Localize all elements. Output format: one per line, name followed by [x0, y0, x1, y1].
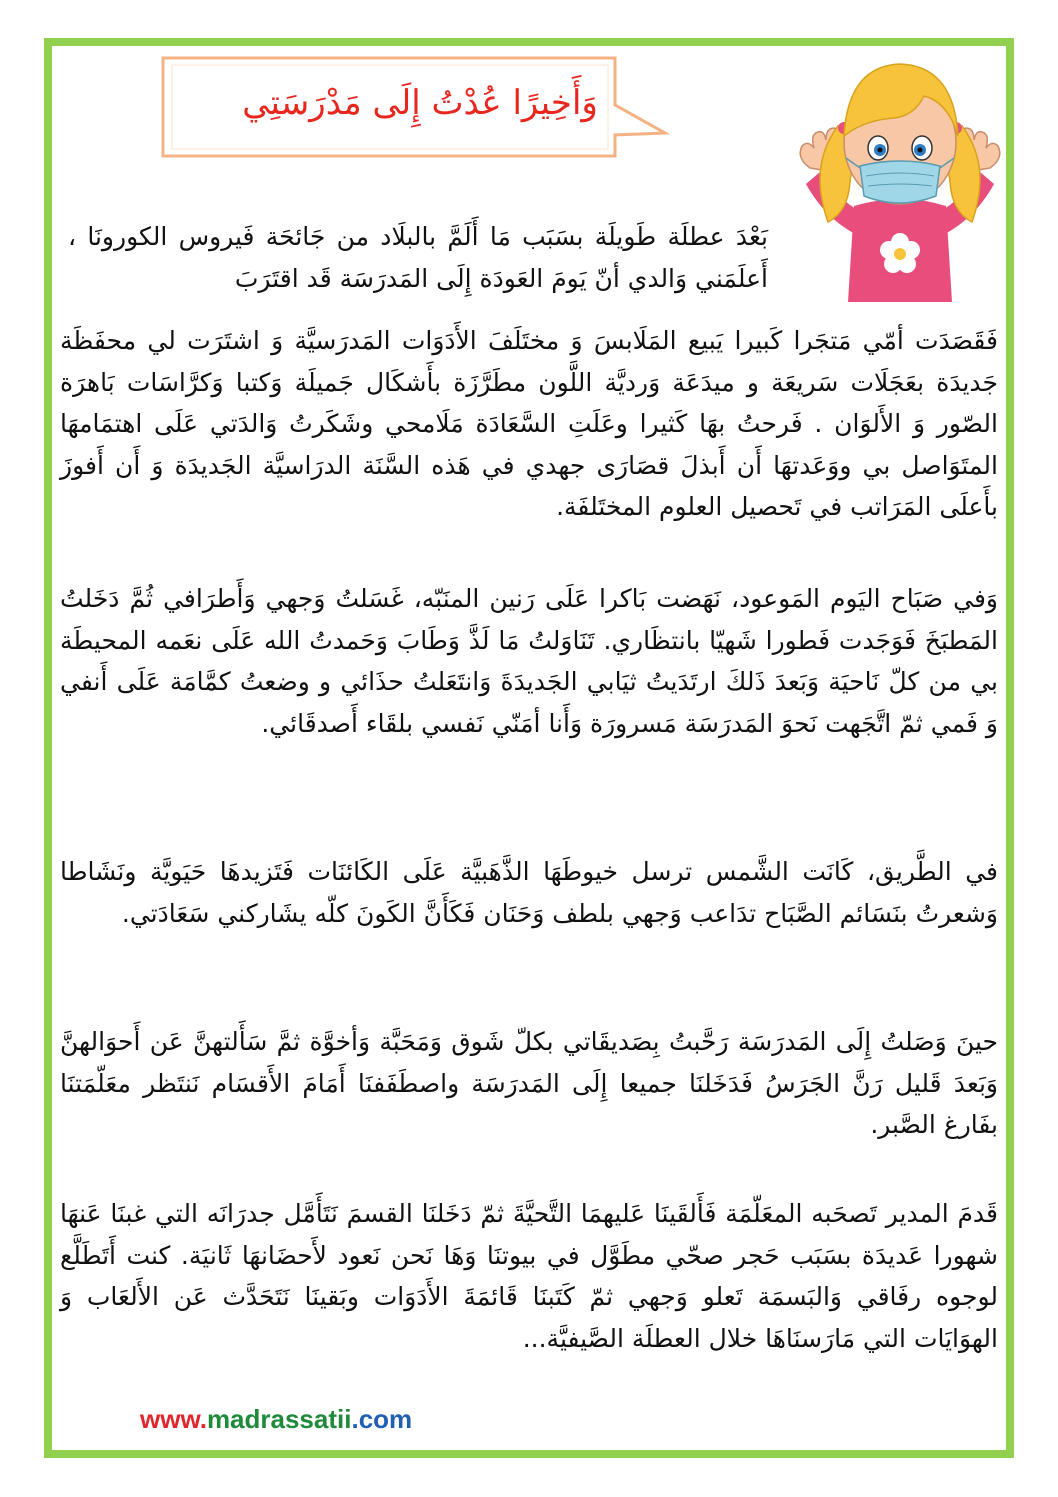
page-title: وَأَخِيرًا عُدْتُ إِلَى مَدْرَسَتِي	[242, 83, 598, 123]
website-link[interactable]: www.madrassatii.com	[140, 1404, 413, 1434]
paragraph-1: فَقَصَدَت أمّي مَتجَرا كَبيرا يَبيع المَلَابسَ وَ مختَلَفَ الأَدَوَات المَدرَسيَّة وَ اشتَرَت لي محفَظَة جَديدَة بعَجَلَات سَريعَة و ميدَعَة وَرديَّة اللَّون مطَرَّزَة بأَشكَال جَميلَة وَكتبا وَكرَّاسَات بَاهرَة الصّور وَ الأَلوَان . فَرحتُ بهَا كَثيرا وعَلَتِ السَّعَادَة مَلَامحي وشَكَرتُ وَالدَتي عَلَى اهتمَامهَا المتَوَاصل بي ووَعَدتهَا أَن أَبذلَ قصَارَى جهدي في هَذه السَّنَة الدرَاسيَّة الجَديدَة وَ أَن أَفوزَ بأَعلَى المَرَاتب في تَحصيل العلوم المختَلفَة.	[60, 326, 998, 521]
title-banner	[160, 55, 670, 159]
paragraph-5: قَدمَ المدير تَصحَبه المعَلّمَة فَأَلقَينَا عَليهمَا التَّحيَّةَ ثمّ دَخَلنَا القسمَ نَتَأَمَّل جدرَانَه التي غبنَا عَنهَا شهورا عَديدَة بسَبَب حَجر صحّي مطَوَّل في بيوتنَا وَهَا نَحن نَعود لأَحضَانهَا ثَانيَة. كنت أَتَطَلَّع لوجوه رفَاقي وَالبَسمَة تَعلو وَجهي ثمّ كَتَبنَا قَائمَةَ الأَدَوَات وبَقينَا نَتَحَدَّث عَن الأَلعَاب وَ الهوَايَات التي مَارَسنَاهَا خلال العطلَة الصَّيفيَّة...	[60, 1199, 998, 1353]
paragraph-3: في الطَّريق، كَانَت الشَّمس ترسل خيوطَهَا الذَّهَبيَّة عَلَى الكَائنَات فَتَزيدهَا حَيَويَّة ونَشَاطا وَشعرتُ بنَسَائم الصَّبَاح تدَاعب وَجهي بلطف وَحَنَان فَكَأَنَّ الكَونَ كلّه يشَاركني سَعَادَتي.	[60, 857, 998, 928]
paragraph-2: وَفي صَبَاح اليَوم المَوعود، نَهَضت بَاكرا عَلَى رَنين المنَبّه، غَسَلتُ وَجهي وَأَطرَافي ثُمَّ دَخَلتُ المَطبَخَ فَوَجَدت فَطورا شَهيّا بانتظَاري. تَنَاوَلتُ مَا لَذَّ وَطَابَ وَحَمدتُ الله عَلَى نعَمه المحيطَة بي من كلّ نَاحيَة وَبَعدَ ذَلكَ ارتَدَيتُ ثيَابي الجَديدَةَ وَانتَعَلتُ حذَائي و وضعتُ كمَّامَة عَلَى أَنفي وَ فَمي ثمّ اتَّجَهت نَحوَ المَدرَسَة مَسرورَة وَأَنا أمَنّي نَفسي بلقَاء أَصدقَائي.	[60, 584, 998, 738]
paragraph-4: حينَ وَصَلتُ إِلَى المَدرَسَة رَحَّبتُ بِصَديقَاتي بكلّ شَوق وَمَحَبَّة وَأخوَّة ثمَّ سَأَلتهنَّ عَن أَحوَالهنَّ وَبَعدَ قَليل رَنَّ الجَرَسُ فَدَخَلنَا جميعا إِلَى المَدرَسَة واصطَفَفنَا أَمَامَ الأَقسَام نَنتَظر معَلّمَتنَا بفَارغ الصَّبر.	[60, 1027, 998, 1139]
intro-paragraph: بَعْدَ عطلَة طَويلَة بسَبَب مَا أَلَمَّ بالبلَاد من جَائحَة فَيروس الكورونَا ، أَعلَمَني وَالدي أنّ يَومَ العَودَة إِلَى المَدرَسَة قَد اقتَرَبَ	[68, 222, 768, 293]
girl-with-mask-illustration	[794, 56, 1006, 302]
